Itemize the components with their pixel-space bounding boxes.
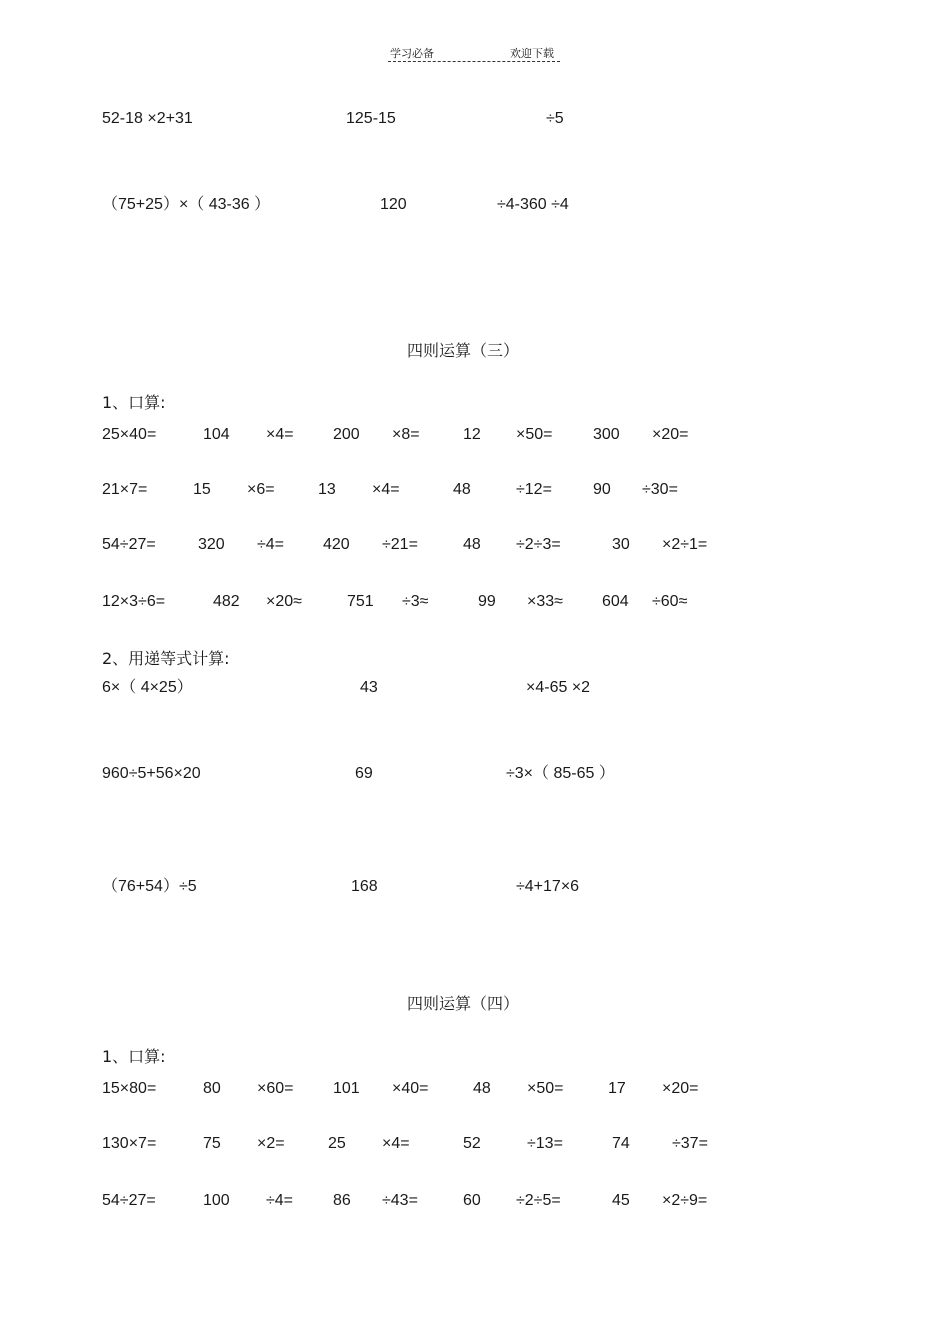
question-label: 1、口算: [102, 393, 166, 412]
mental-math-cell: 101 [333, 1080, 360, 1097]
section-title: 四则运算（四） [407, 994, 520, 1013]
mental-math-cell: 25 [328, 1135, 346, 1152]
problem-text: ÷4-360 ÷4 [497, 196, 569, 213]
mental-math-cell: 320 [198, 536, 225, 553]
mental-math-cell: ×50= [527, 1080, 564, 1097]
mental-math-cell: ÷2÷3= [516, 536, 561, 553]
mental-math-cell: ÷13= [527, 1135, 563, 1152]
mental-math-cell: ÷37= [672, 1135, 708, 1152]
mental-math-cell: 13 [318, 481, 336, 498]
mental-math-cell: 482 [213, 593, 240, 610]
mental-math-cell: ×50= [516, 426, 553, 443]
mental-math-cell: 60 [463, 1192, 481, 1209]
problem-text: ÷5 [546, 110, 564, 127]
mental-math-cell: ÷21= [382, 536, 418, 553]
problem-text: （75+25）×（ 43-36 ） [102, 196, 271, 213]
problem-text: （76+54）÷5 [102, 878, 197, 895]
problem-text: 43 [360, 679, 378, 696]
mental-math-cell: 54÷27= [102, 536, 156, 553]
mental-math-cell: ×4= [266, 426, 294, 443]
problem-text: 6×（ 4×25） [102, 679, 193, 696]
mental-math-cell: ×33≈ [527, 593, 563, 610]
mental-math-cell: ×20= [652, 426, 689, 443]
mental-math-cell: ×40= [392, 1080, 429, 1097]
mental-math-cell: 104 [203, 426, 230, 443]
mental-math-cell: 80 [203, 1080, 221, 1097]
mental-math-cell: 604 [602, 593, 629, 610]
mental-math-cell: 48 [453, 481, 471, 498]
problem-text: 168 [351, 878, 378, 895]
mental-math-cell: ÷30= [642, 481, 678, 498]
mental-math-cell: 17 [608, 1080, 626, 1097]
mental-math-cell: 54÷27= [102, 1192, 156, 1209]
problem-text: 69 [355, 765, 373, 782]
problem-text: ×4-65 ×2 [526, 679, 591, 696]
mental-math-cell: ×4= [372, 481, 400, 498]
mental-math-cell: 99 [478, 593, 496, 610]
mental-math-cell: ÷12= [516, 481, 552, 498]
mental-math-cell: 45 [612, 1192, 630, 1209]
mental-math-cell: ÷4= [266, 1192, 294, 1209]
question-label: 1、口算: [102, 1047, 166, 1066]
mental-math-cell: 751 [347, 593, 374, 610]
problem-text: ÷4+17×6 [516, 878, 580, 895]
mental-math-cell: ÷2÷5= [516, 1192, 561, 1209]
mental-math-cell: ×2÷9= [662, 1192, 708, 1209]
mental-math-cell: ×6= [247, 481, 275, 498]
problem-text: ÷3×（ 85-65 ） [506, 765, 615, 782]
mental-math-cell: 90 [593, 481, 611, 498]
mental-math-cell: 15×80= [102, 1080, 157, 1097]
question-label: 2、用递等式计算: [102, 649, 230, 668]
mental-math-cell: 100 [203, 1192, 230, 1209]
mental-math-cell: ×2= [257, 1135, 285, 1152]
mental-math-cell: 15 [193, 481, 211, 498]
mental-math-cell: ÷60≈ [652, 593, 688, 610]
mental-math-cell: ×2÷1= [662, 536, 708, 553]
mental-math-cell: 130×7= [102, 1135, 157, 1152]
mental-math-cell: ×60= [257, 1080, 294, 1097]
header-left: 学习必备 [390, 47, 434, 60]
section-title: 四则运算（三） [407, 341, 520, 360]
mental-math-cell: 12×3÷6= [102, 593, 166, 610]
problem-text: 120 [380, 196, 407, 213]
mental-math-cell: ÷4= [257, 536, 285, 553]
problem-text: 960÷5+56×20 [102, 765, 201, 782]
mental-math-cell: ×20≈ [266, 593, 302, 610]
mental-math-cell: ×8= [392, 426, 420, 443]
mental-math-cell: 200 [333, 426, 360, 443]
problem-text: 52-18 ×2+31 [102, 110, 193, 127]
mental-math-cell: 21×7= [102, 481, 148, 498]
problem-text: 125-15 [346, 110, 396, 127]
mental-math-cell: 74 [612, 1135, 630, 1152]
mental-math-cell: 420 [323, 536, 350, 553]
mental-math-cell: ×4= [382, 1135, 410, 1152]
mental-math-cell: 48 [473, 1080, 491, 1097]
mental-math-cell: 75 [203, 1135, 221, 1152]
mental-math-cell: 25×40= [102, 426, 157, 443]
mental-math-cell: 52 [463, 1135, 481, 1152]
mental-math-cell: 300 [593, 426, 620, 443]
mental-math-cell: ×20= [662, 1080, 699, 1097]
mental-math-cell: 48 [463, 536, 481, 553]
mental-math-cell: 86 [333, 1192, 351, 1209]
mental-math-cell: 12 [463, 426, 481, 443]
mental-math-cell: ÷43= [382, 1192, 418, 1209]
mental-math-cell: ÷3≈ [402, 593, 429, 610]
header-rule [388, 61, 560, 62]
header-right: 欢迎下载 [510, 47, 554, 60]
mental-math-cell: 30 [612, 536, 630, 553]
